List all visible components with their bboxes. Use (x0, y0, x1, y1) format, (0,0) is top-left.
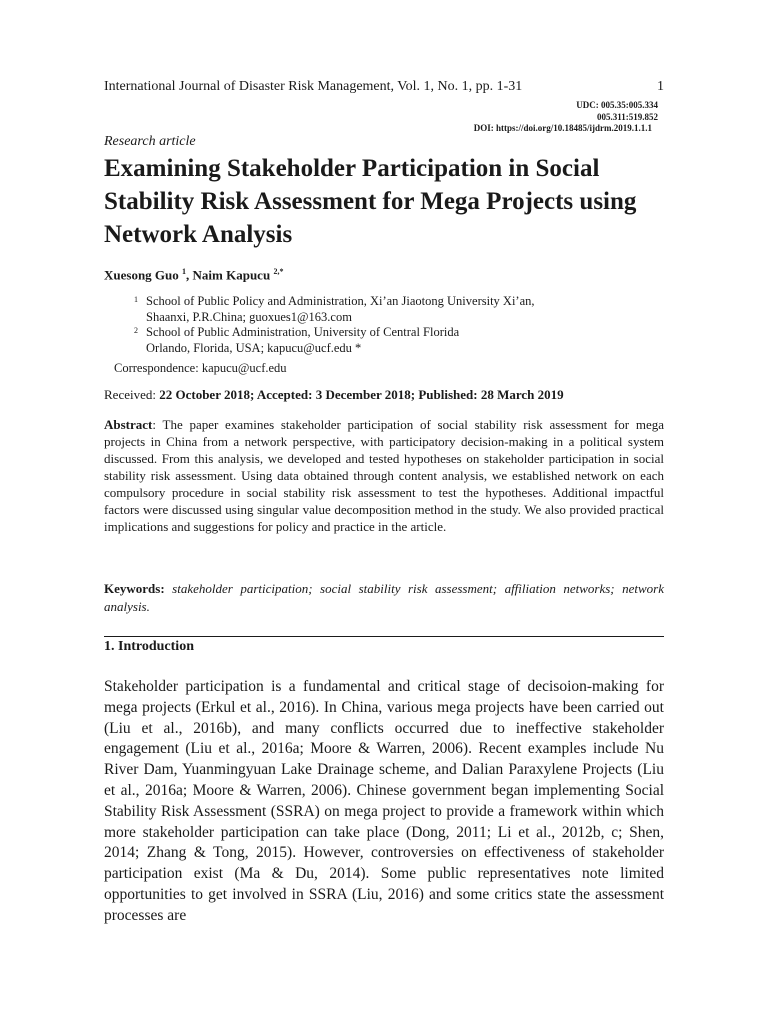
author-affiliation-marker: 2,* (273, 267, 284, 276)
author-list (104, 267, 283, 283)
abstract-label: Abstract (104, 417, 153, 432)
accepted-label: ; Accepted: (249, 387, 316, 402)
author-name: Xuesong Guo (104, 267, 179, 283)
affiliation-line: School of Public Administration, University of Central Florida (146, 325, 460, 339)
received-label: Received: (104, 387, 160, 402)
abstract (104, 416, 664, 535)
affiliation-number: 2 (134, 326, 138, 335)
section-heading: 1. Introduction (104, 639, 194, 654)
affiliation-list (134, 294, 654, 356)
journal-citation: International Journal of Disaster Risk Management, Vol. 1, No. 1, pp. 1-31 (104, 79, 523, 94)
affiliation-line: Shaanxi, P.R.China; guoxues1@163.com (146, 309, 352, 324)
article-type: Research article (104, 134, 196, 149)
running-head (104, 79, 664, 95)
author-name: Naim Kapucu (192, 267, 271, 283)
author-affiliation-marker: 1 (182, 267, 187, 276)
affiliation-number: 1 (134, 295, 138, 304)
identifier-block (474, 100, 658, 135)
abstract-text: : The paper examines stakeholder participation of social stability risk assessment for mega projects in China from a network perspective, with participatory decision-making in a political system discussed. From this analysis, we developed and tested hypotheses on stakeholder participation in social stability risk assessment. Using data obtained through content analysis, we established network on each compulsory procedure in social stability risk assessment to test the hypotheses. Additional impactful factors were discussed using singular value decomposition method in the study. We also provided practical implications and suggestions for policy and practice in the article. (104, 417, 664, 534)
doi-link[interactable]: DOI: https://doi.org/10.18485/ijdrm.2019.1.1.1 (473, 123, 652, 133)
page-number: 1 (657, 79, 664, 94)
keywords (104, 580, 664, 616)
accepted-date: 3 December 2018 (315, 387, 411, 402)
udc-line-2: 005.311:519.852 (596, 111, 658, 122)
udc-line-1: UDC: 005.35:005.334 (576, 100, 658, 110)
publication-dates (104, 387, 564, 403)
affiliation-line: Orlando, Florida, USA; kapucu@ucf.edu * (146, 340, 362, 355)
correspondence-email: Correspondence: kapucu@ucf.edu (114, 361, 287, 375)
affiliation-item (134, 325, 654, 356)
affiliation-line: School of Public Policy and Administration, Xi’an Jiaotong University Xi’an, (146, 294, 535, 308)
introduction-paragraph: Stakeholder participation is a fundamental and critical stage of decisoion-making for mega projects (Erkul et al., 2016). In China, various mega projects have been carried out (Liu et al., 2016b), and many conflicts occurred due to ineffective stakeholder engagement (Liu et al., 2016a; Moore & Warren, 2006). Recent examples include Nu River Dam, Yuanmingyuan Lake Drainage scheme, and Dalian Paraxylene Projects (Liu et al., 2016a; Moore & Warren, 2006). Chinese government began implementing Social Stability Risk Assessment (SSRA) on mega project to provide a framework within which more stakeholder participation can take place (Dong, 2011; Li et al., 2012b, c; Shen, 2014; Zhang & Tong, 2015). However, controversies on effectiveness of stakeholder participation exist (Ma & Du, 2014). Some public representatives note limited opportunities to get involved in SSRA (Liu, 2016) and some critics state the assessment processes are (104, 678, 664, 924)
paper-title: Examining Stakeholder Participation in Social Stability Risk Assessment for Mega Projects using Network Analysis (104, 155, 637, 248)
keywords-label: Keywords: (104, 581, 165, 596)
published-date: 28 March 2019 (480, 387, 564, 402)
keywords-text: stakeholder participation; social stability risk assessment; affiliation networks; network analysis. (104, 581, 664, 614)
author-separator: , (186, 267, 193, 283)
published-label: ; Published: (410, 387, 481, 402)
affiliation-item (134, 294, 654, 325)
received-date: 22 October 2018 (159, 387, 250, 402)
section-divider (104, 636, 664, 637)
